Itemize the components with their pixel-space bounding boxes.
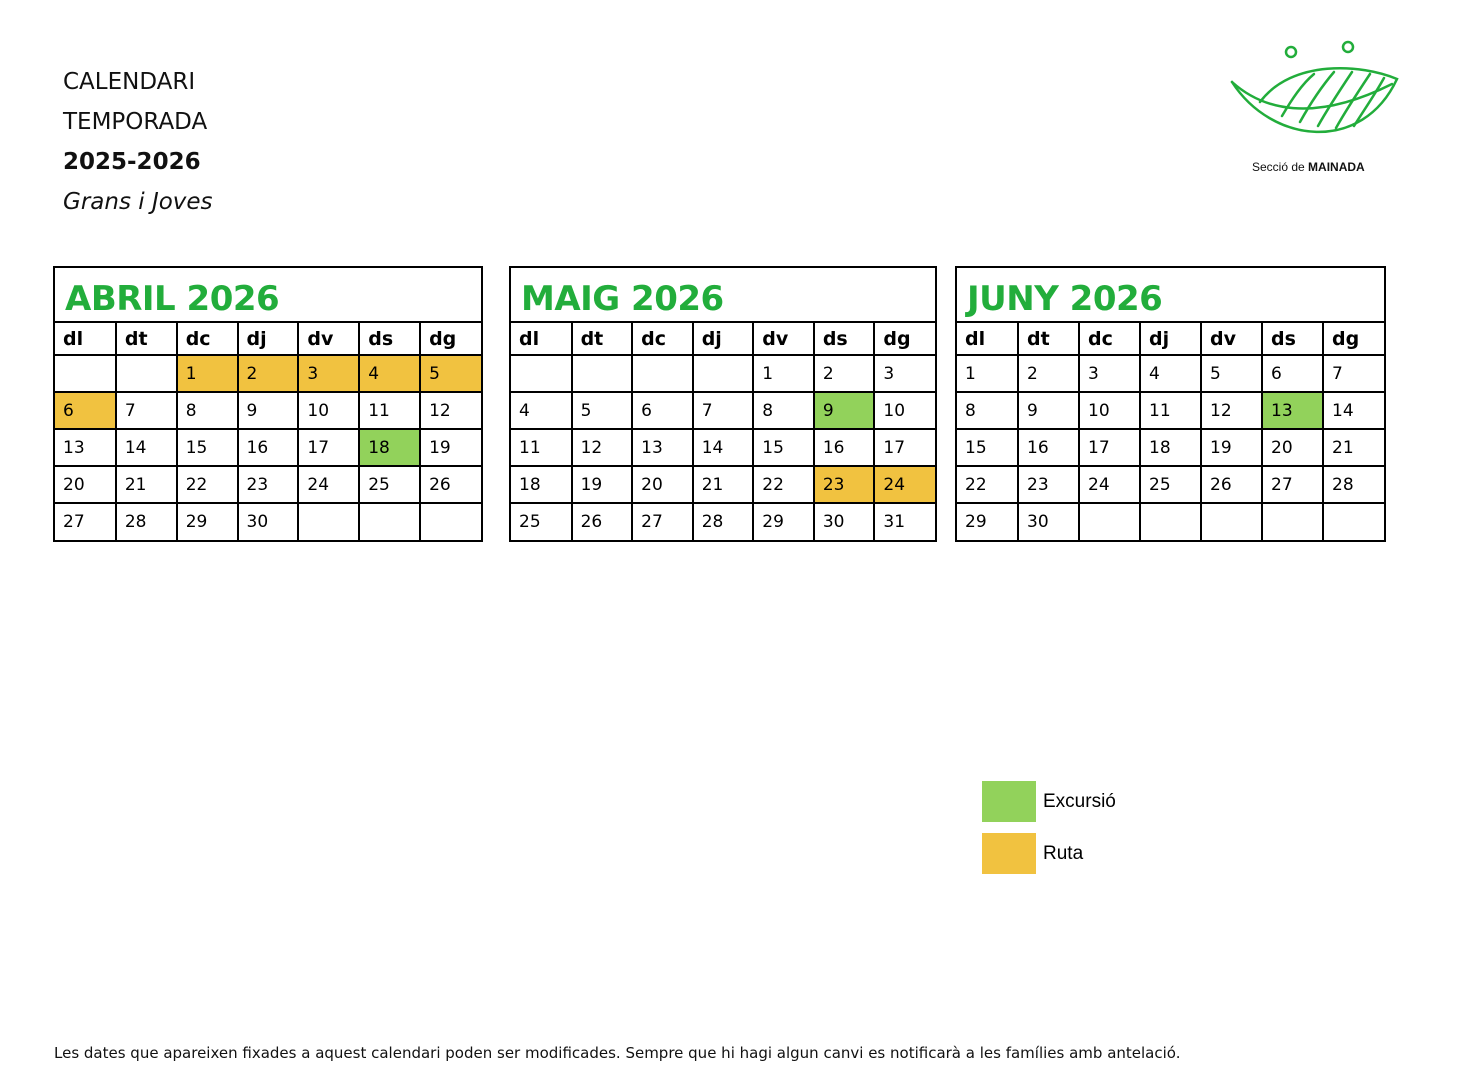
day-cell: 6 (55, 392, 116, 429)
empty-day-cell (1323, 503, 1384, 540)
weekday-dc: dc (632, 323, 693, 355)
day-cell: 14 (1323, 392, 1384, 429)
weekday-ds: ds (1262, 323, 1323, 355)
day-cell: 23 (238, 466, 299, 503)
day-cell: 7 (116, 392, 177, 429)
week-row (957, 503, 1384, 540)
weekday-dj: dj (693, 323, 754, 355)
day-cell: 11 (359, 392, 420, 429)
empty-day-cell (298, 503, 359, 540)
day-cell: 20 (1262, 429, 1323, 466)
logo-caption-name: MAINADA (1308, 160, 1365, 174)
legend-swatch-excursio (982, 781, 1036, 822)
day-cell: 3 (298, 355, 359, 392)
day-cell: 27 (632, 503, 693, 540)
empty-day-cell (359, 503, 420, 540)
day-cell: 28 (693, 503, 754, 540)
day-cell: 9 (1018, 392, 1079, 429)
day-cell: 17 (298, 429, 359, 466)
empty-day-cell (572, 355, 633, 392)
day-cell: 19 (1201, 429, 1262, 466)
day-cell: 2 (814, 355, 875, 392)
day-cell: 25 (511, 503, 572, 540)
day-cell: 4 (359, 355, 420, 392)
week-row (957, 466, 1384, 503)
week-row (957, 355, 1384, 392)
weekday-ds: ds (359, 323, 420, 355)
month-grid (511, 323, 935, 540)
day-cell: 2 (1018, 355, 1079, 392)
day-cell: 24 (1079, 466, 1140, 503)
day-cell: 29 (177, 503, 238, 540)
weekday-dt: dt (1018, 323, 1079, 355)
month-title: JUNY 2026 (957, 268, 1384, 323)
empty-day-cell (511, 355, 572, 392)
day-cell: 13 (55, 429, 116, 466)
leaf-with-eyes-icon (1222, 34, 1402, 159)
day-cell: 22 (177, 466, 238, 503)
day-cell: 18 (511, 466, 572, 503)
month-grid (957, 323, 1384, 540)
day-cell: 10 (874, 392, 935, 429)
day-cell: 19 (572, 466, 633, 503)
logo-caption-prefix: Secció de (1252, 160, 1305, 174)
weekday-dv: dv (753, 323, 814, 355)
weekday-dl: dl (511, 323, 572, 355)
weekday-dt: dt (116, 323, 177, 355)
month-title: MAIG 2026 (511, 268, 935, 323)
day-cell: 24 (874, 466, 935, 503)
day-cell: 21 (693, 466, 754, 503)
day-cell: 5 (1201, 355, 1262, 392)
day-cell: 23 (1018, 466, 1079, 503)
day-cell: 20 (632, 466, 693, 503)
page-header (63, 62, 213, 222)
day-cell: 25 (1140, 466, 1201, 503)
month-title: ABRIL 2026 (55, 268, 481, 323)
day-cell: 24 (298, 466, 359, 503)
day-cell: 11 (511, 429, 572, 466)
month-grid (55, 323, 481, 540)
day-cell: 12 (1201, 392, 1262, 429)
day-cell: 28 (116, 503, 177, 540)
weekday-ds: ds (814, 323, 875, 355)
legend-label-excursio: Excursió (1043, 790, 1116, 812)
day-cell: 1 (957, 355, 1018, 392)
legend-item-excursio (982, 781, 1116, 822)
day-cell: 30 (814, 503, 875, 540)
weekday-dc: dc (1079, 323, 1140, 355)
empty-day-cell (1140, 503, 1201, 540)
week-row (957, 429, 1384, 466)
empty-day-cell (632, 355, 693, 392)
day-cell: 10 (1079, 392, 1140, 429)
day-cell: 27 (55, 503, 116, 540)
day-cell: 27 (1262, 466, 1323, 503)
weekday-dj: dj (1140, 323, 1201, 355)
day-cell: 18 (1140, 429, 1201, 466)
header-line-calendari: CALENDARI (63, 69, 196, 95)
footer-note: Les dates que apareixen fixades a aquest calendari poden ser modificades. Sempre que hi hagi algun canvi es notificarà a les famílies amb antelació. (54, 1044, 1181, 1062)
empty-day-cell (693, 355, 754, 392)
day-cell: 17 (1079, 429, 1140, 466)
season-year: 2025-2026 (63, 149, 201, 175)
day-cell: 20 (55, 466, 116, 503)
calendar-april (53, 266, 483, 542)
week-row (511, 466, 935, 503)
day-cell: 1 (177, 355, 238, 392)
day-cell: 25 (359, 466, 420, 503)
day-cell: 15 (177, 429, 238, 466)
day-cell: 8 (957, 392, 1018, 429)
day-cell: 1 (753, 355, 814, 392)
day-cell: 7 (1323, 355, 1384, 392)
day-cell: 13 (1262, 392, 1323, 429)
day-cell: 18 (359, 429, 420, 466)
day-cell: 21 (1323, 429, 1384, 466)
day-cell: 23 (814, 466, 875, 503)
day-cell: 16 (1018, 429, 1079, 466)
day-cell: 14 (693, 429, 754, 466)
week-row (55, 466, 481, 503)
legend-label-ruta: Ruta (1043, 842, 1084, 864)
empty-day-cell (55, 355, 116, 392)
day-cell: 21 (116, 466, 177, 503)
weekday-dt: dt (572, 323, 633, 355)
day-cell: 15 (753, 429, 814, 466)
logo-caption (1252, 160, 1365, 174)
week-row (511, 355, 935, 392)
day-cell: 22 (957, 466, 1018, 503)
weekday-dv: dv (298, 323, 359, 355)
week-row (55, 355, 481, 392)
day-cell: 6 (632, 392, 693, 429)
day-cell: 26 (572, 503, 633, 540)
day-cell: 29 (753, 503, 814, 540)
week-row (55, 429, 481, 466)
day-cell: 15 (957, 429, 1018, 466)
day-cell: 14 (116, 429, 177, 466)
day-cell: 22 (753, 466, 814, 503)
week-row (55, 503, 481, 540)
day-cell: 5 (572, 392, 633, 429)
day-cell: 4 (511, 392, 572, 429)
day-cell: 8 (177, 392, 238, 429)
weekday-header-row (957, 323, 1384, 355)
weekday-header-row (55, 323, 481, 355)
weekday-dv: dv (1201, 323, 1262, 355)
weekday-dc: dc (177, 323, 238, 355)
day-cell: 26 (420, 466, 481, 503)
day-cell: 30 (1018, 503, 1079, 540)
day-cell: 29 (957, 503, 1018, 540)
day-cell: 12 (572, 429, 633, 466)
legend-swatch-ruta (982, 833, 1036, 874)
day-cell: 26 (1201, 466, 1262, 503)
day-cell: 5 (420, 355, 481, 392)
group-name: Grans i Joves (63, 189, 213, 215)
week-row (511, 503, 935, 540)
legend (982, 781, 1116, 885)
week-row (957, 392, 1384, 429)
week-row (511, 392, 935, 429)
day-cell: 12 (420, 392, 481, 429)
weekday-dg: dg (420, 323, 481, 355)
empty-day-cell (420, 503, 481, 540)
day-cell: 8 (753, 392, 814, 429)
empty-day-cell (1079, 503, 1140, 540)
day-cell: 9 (814, 392, 875, 429)
weekday-dg: dg (874, 323, 935, 355)
empty-day-cell (1262, 503, 1323, 540)
day-cell: 13 (632, 429, 693, 466)
empty-day-cell (116, 355, 177, 392)
day-cell: 2 (238, 355, 299, 392)
day-cell: 3 (874, 355, 935, 392)
weekday-dg: dg (1323, 323, 1384, 355)
weekday-dl: dl (957, 323, 1018, 355)
day-cell: 6 (1262, 355, 1323, 392)
weekday-dl: dl (55, 323, 116, 355)
day-cell: 3 (1079, 355, 1140, 392)
day-cell: 11 (1140, 392, 1201, 429)
day-cell: 19 (420, 429, 481, 466)
day-cell: 16 (814, 429, 875, 466)
calendar-may (509, 266, 937, 542)
mainada-logo (1222, 34, 1402, 184)
legend-item-ruta (982, 833, 1116, 874)
empty-day-cell (1201, 503, 1262, 540)
day-cell: 28 (1323, 466, 1384, 503)
weekday-header-row (511, 323, 935, 355)
day-cell: 30 (238, 503, 299, 540)
calendar-june (955, 266, 1386, 542)
day-cell: 9 (238, 392, 299, 429)
weekday-dj: dj (238, 323, 299, 355)
week-row (511, 429, 935, 466)
day-cell: 16 (238, 429, 299, 466)
day-cell: 31 (883, 512, 906, 532)
header-line-temporada: TEMPORADA (63, 109, 208, 135)
day-cell: 17 (874, 429, 935, 466)
day-cell: 7 (693, 392, 754, 429)
week-row (55, 392, 481, 429)
day-cell: 10 (298, 392, 359, 429)
day-cell: 4 (1140, 355, 1201, 392)
